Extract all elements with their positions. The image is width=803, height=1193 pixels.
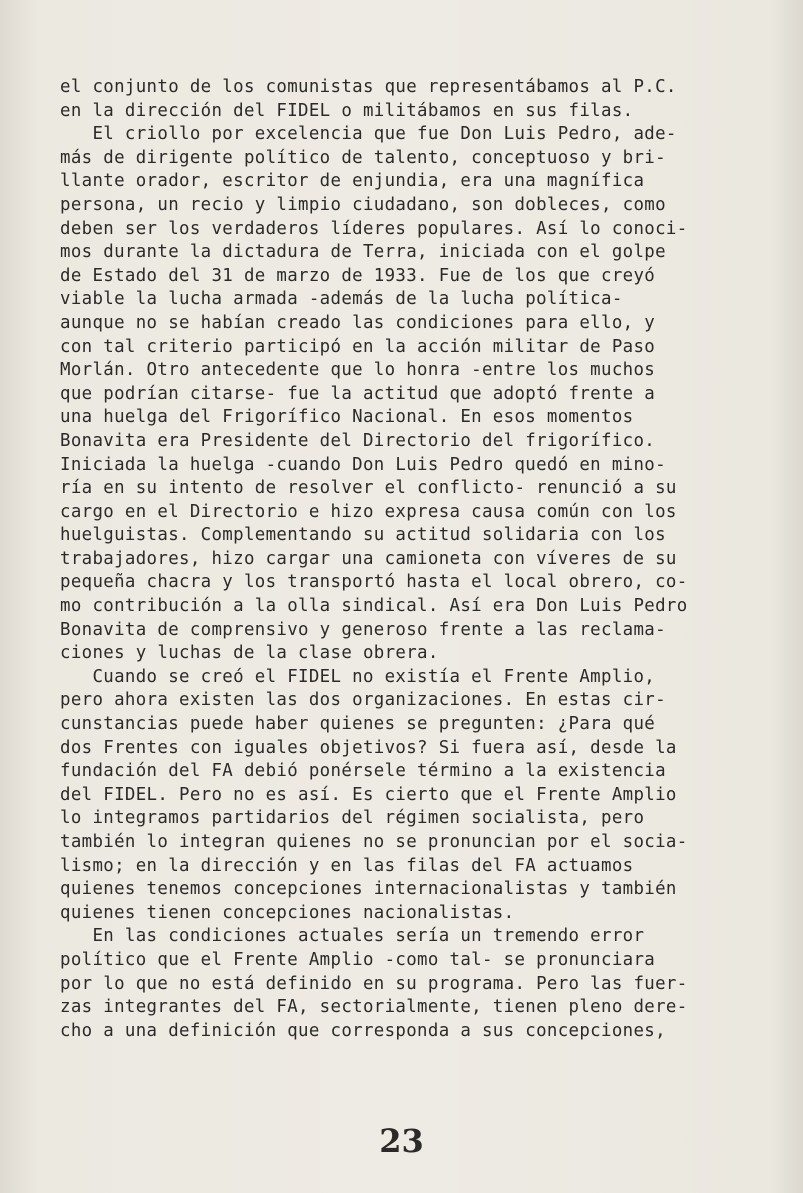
text-line: por lo que no está definido en su programa. Pero las fuer- xyxy=(60,973,688,994)
page-number: 23 xyxy=(379,1122,424,1160)
text-line: más de dirigente político de talento, conceptuoso y bri- xyxy=(60,147,666,168)
text-line: fundación del FA debió ponérsele término a la existencia xyxy=(60,761,666,782)
text-line: deben ser los verdaderos líderes populares. Así lo conoci- xyxy=(60,218,688,239)
text-line: con tal criterio participó en la acción militar de Paso xyxy=(60,336,656,357)
text-line: persona, un recio y limpio ciudadano, son dobleces, como xyxy=(60,194,666,215)
text-line: de Estado del 31 de marzo de 1933. Fue de los que creyó xyxy=(60,265,656,286)
text-line: aunque no se habían creado las condiciones para ello, y xyxy=(60,312,656,333)
text-line: Iniciada la huelga -cuando Don Luis Pedro quedó en mino- xyxy=(60,454,666,475)
text-line: pero ahora existen las dos organizaciones. En estas cir- xyxy=(60,690,666,711)
text-line: cargo en el Directorio e hizo expresa causa común con los xyxy=(60,501,677,522)
text-line: ciones y luchas de la clase obrera. xyxy=(60,643,439,664)
body-text xyxy=(60,76,760,1043)
text-line: mos durante la dictadura de Terra, iniciada con el golpe xyxy=(60,242,666,263)
text-line: el conjunto de los comunistas que representábamos al P.C. xyxy=(60,77,677,97)
text-line: cho a una definición que corresponda a sus concepciones, xyxy=(60,1020,666,1041)
text-line: del FIDEL. Pero no es así. Es cierto que el Frente Amplio xyxy=(60,784,677,805)
text-line: ría en su intento de resolver el conflicto- renunció a su xyxy=(60,478,677,499)
text-line: En las condiciones actuales sería un tremendo error xyxy=(60,926,645,947)
text-line: El criollo por excelencia que fue Don Luis Pedro, ade- xyxy=(60,124,677,145)
text-line: Bonavita era Presidente del Directorio del frigorífico. xyxy=(60,430,656,451)
text-line: también lo integran quienes no se pronuncian por el socia- xyxy=(60,832,688,852)
text-line: dos Frentes con iguales objetivos? Si fuera así, desde la xyxy=(60,737,677,758)
text-line: pequeña chacra y los transportó hasta el local obrero, co- xyxy=(60,572,688,593)
text-line: Morlán. Otro antecedente que lo honra -entre los muchos xyxy=(60,360,656,381)
text-line: político que el Frente Amplio -como tal- se pronunciara xyxy=(60,949,656,970)
text-line: trabajadores, hizo cargar una camioneta con víveres de su xyxy=(60,548,677,569)
text-line: Cuando se creó el FIDEL no existía el Frente Amplio, xyxy=(60,666,656,687)
text-line: lo integramos partidarios del régimen socialista, pero xyxy=(60,808,645,829)
text-line: Bonavita de comprensivo y generoso frente a las reclama- xyxy=(60,619,666,640)
text-line: viable la lucha armada -además de la lucha política- xyxy=(60,289,623,310)
text-line: que podrían citarse- fue la actitud que adoptó frente a xyxy=(60,383,656,404)
text-line: en la dirección del FIDEL o militábamos en sus filas. xyxy=(60,100,634,121)
text-line: huelguistas. Complementando su actitud solidaria con los xyxy=(60,525,666,546)
text-line: lismo; en la dirección y en las filas del FA actuamos xyxy=(60,855,634,876)
text-line: una huelga del Frigorífico Nacional. En esos momentos xyxy=(60,407,634,428)
text-line: zas integrantes del FA, sectorialmente, tienen pleno dere- xyxy=(60,997,688,1018)
text-line: llante orador, escritor de enjundia, era una magnífica xyxy=(60,171,645,192)
text-line: quienes tenemos concepciones internacionalistas y también xyxy=(60,879,677,900)
text-line: quienes tienen concepciones nacionalistas. xyxy=(60,902,515,923)
text-line: cunstancias puede haber quienes se pregunten: ¿Para qué xyxy=(60,714,656,735)
text-line: mo contribución a la olla sindical. Así era Don Luis Pedro xyxy=(60,596,688,617)
